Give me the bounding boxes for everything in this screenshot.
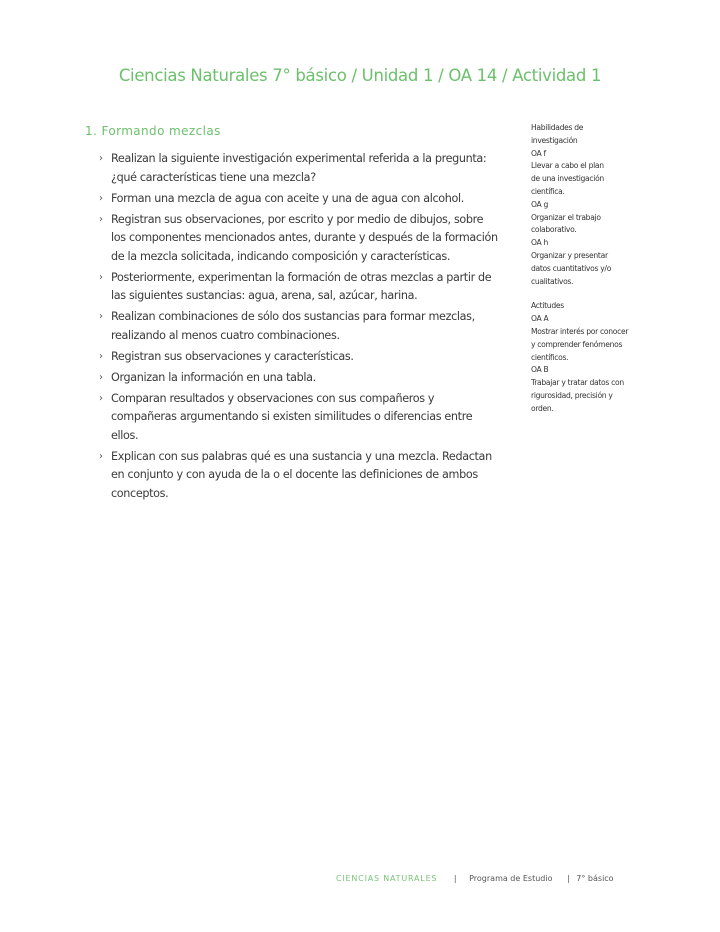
- objective-text: cualitativos.: [531, 276, 574, 286]
- objective-text: rigurosidad, precisión y: [531, 390, 613, 400]
- objective-text: científica.: [531, 186, 565, 196]
- chevron-right-icon: ›: [99, 350, 103, 362]
- objective-text: Trabajar y tratar datos con: [531, 378, 624, 388]
- objective-code: OA A: [531, 314, 549, 324]
- step-text: Realizan combinaciones de sólo dos sustancias para formar mezclas, realizando al menos cuatro combinaciones.: [111, 310, 475, 342]
- objective-text: científicos.: [531, 352, 569, 362]
- footer-grade: 7° básico: [576, 874, 614, 883]
- step-text: Registran sus observaciones y características.: [111, 349, 354, 363]
- step-text: Posteriormente, experimentan la formación de otras mezclas a partir de las siguientes sustancias: agua, arena, sal, azúcar, harina.: [111, 270, 492, 302]
- step-item: [99, 448, 500, 504]
- chevron-right-icon: ›: [99, 213, 103, 225]
- step-item: [99, 150, 500, 187]
- footer-program: Programa de Estudio: [469, 874, 553, 883]
- objective-code: OA B: [531, 365, 549, 375]
- steps-list: [85, 150, 500, 503]
- objective-text: Organizar y presentar: [531, 250, 608, 260]
- chevron-right-icon: ›: [99, 392, 103, 404]
- step-item: [99, 369, 500, 388]
- chevron-right-icon: ›: [99, 450, 103, 462]
- attitudes-title: Actitudes: [531, 301, 564, 311]
- page-title: Ciencias Naturales 7° básico / Unidad 1 / OA 14 / Actividad 1: [118, 66, 602, 85]
- chevron-right-icon: ›: [99, 153, 103, 164]
- objective-code: OA f: [531, 148, 546, 158]
- chevron-right-icon: ›: [99, 371, 103, 383]
- step-text: Realizan la siguiente investigación experimental referida a la pregunta: ¿qué características tiene una mezcla?: [111, 152, 487, 184]
- objective-text: datos cuantitativos y/o: [531, 263, 612, 273]
- objective-text: Organizar el trabajo: [531, 212, 601, 222]
- page-footer: [336, 874, 614, 883]
- skills-group: [531, 122, 641, 288]
- footer-subject: CIENCIAS NATURALES: [336, 874, 438, 883]
- skills-title-line: Habilidades de: [531, 123, 584, 132]
- step-item: [99, 269, 500, 306]
- chevron-right-icon: ›: [99, 271, 103, 283]
- step-text: Organizan la información en una tabla.: [111, 370, 316, 384]
- step-text: Explican con sus palabras qué es una sustancia y una mezcla. Redactan en conjunto y con ayuda de la o el docente las definiciones de ambos conceptos.: [111, 449, 492, 500]
- step-text: Forman una mezcla de agua con aceite y una de agua con alcohol.: [111, 191, 464, 205]
- step-item: [99, 190, 500, 209]
- objective-text: y comprender fenómenos: [531, 339, 623, 349]
- chevron-right-icon: ›: [99, 311, 103, 322]
- skills-title-line: investigación: [531, 135, 578, 145]
- step-text: Registran sus observaciones, por escrito y por medio de dibujos, sobre los componentes mencionados antes, durante y después de la formación de la mezcla solicitada, indicando composición y características.: [111, 212, 498, 263]
- objective-code: OA g: [531, 199, 549, 209]
- section-heading: 1. Formando mezclas: [85, 124, 221, 138]
- chevron-right-icon: ›: [99, 192, 103, 204]
- objectives-sidebar: [531, 122, 641, 428]
- activity-section: [85, 124, 500, 506]
- attitudes-group: [531, 300, 641, 415]
- objective-text: Llevar a cabo el plan: [531, 161, 604, 171]
- objective-text: colaborativo.: [531, 225, 577, 235]
- step-text: Comparan resultados y observaciones con sus compañeros y compañeras argumentando si existen similitudes o diferencias entre ellos.: [111, 391, 473, 442]
- footer-separator: |: [567, 874, 570, 883]
- objective-code: OA h: [531, 238, 549, 248]
- step-item: [99, 308, 500, 345]
- objective-text: orden.: [531, 403, 554, 413]
- footer-separator: |: [453, 874, 457, 883]
- step-item: [99, 348, 500, 367]
- step-item: [99, 390, 500, 446]
- objective-text: de una investigación: [531, 174, 604, 184]
- objective-text: Mostrar interés por conocer: [531, 326, 629, 336]
- step-item: [99, 211, 500, 267]
